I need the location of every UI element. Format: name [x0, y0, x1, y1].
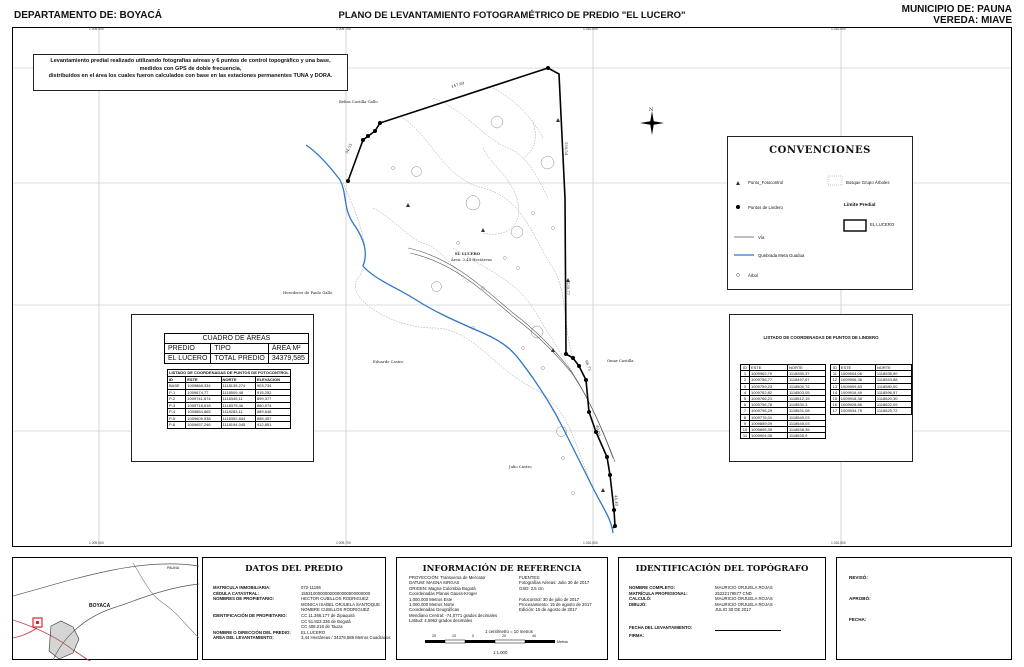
reference-line: PROYECCIÓN: Transversa de Mercator	[409, 575, 486, 580]
table-cell: 1009756,77	[750, 377, 788, 383]
table-cell: 1009605,538	[186, 415, 221, 422]
field-value: MAURICIO ORJUELA ROJAS	[715, 585, 773, 590]
table-cell: 1118194,045	[221, 422, 255, 429]
table-cell: 1118352,844	[221, 415, 255, 422]
table-cell: 2	[741, 377, 750, 383]
field-value: CC 51.823.336 de Bogotá	[301, 618, 351, 624]
table-cell: 10	[741, 426, 750, 432]
field-label: NOMBRE O DIRECCIÓN DEL PREDIO:	[213, 629, 291, 635]
legend-item: Límite Predial	[844, 203, 876, 208]
property-data-panel	[202, 557, 391, 660]
table-header: ESTE	[186, 376, 221, 383]
table-cell: 1009756,78	[750, 402, 788, 408]
table-cell: 1118531,08	[788, 408, 826, 414]
table-cell: 1118500,72	[788, 383, 826, 389]
boundary-points	[343, 66, 620, 528]
legend-item: Puntos de Lindero	[748, 205, 783, 210]
distance-label: 40,00	[595, 424, 602, 437]
table-cell: 1009674,77	[186, 389, 221, 396]
table-cell: 13	[831, 383, 840, 389]
field-value: CC 11.366.177 de Zipaquirá	[301, 613, 355, 618]
table-cell: 3	[741, 383, 750, 389]
property-data-row	[213, 585, 321, 590]
field-label: NOMBRES DE PROPIETARIO:	[213, 596, 275, 602]
x-tick-label: 1.010.000	[583, 27, 598, 31]
table-cell: 1118379,46	[221, 402, 255, 409]
surveyor-title: IDENTIFICACIÓN DEL TOPÓGRAFO	[635, 564, 809, 574]
predio-boundary	[348, 68, 615, 528]
north-label: N	[649, 107, 654, 113]
signature-line	[715, 630, 781, 631]
map-frame	[12, 27, 1012, 547]
table-cell: 899,377	[255, 396, 290, 403]
field-label: NOMBRE COMPLETO:	[629, 585, 675, 590]
reference-line: Coordenadas Geográficas	[409, 607, 460, 613]
table-cell: 1118545,03	[788, 414, 826, 420]
surveyor-row	[629, 591, 752, 596]
north-arrow-icon	[640, 111, 664, 135]
table-cell: P-2	[168, 396, 186, 403]
table-header: ESTE	[750, 365, 788, 371]
table-cell: P-5	[168, 415, 186, 422]
table-cell: 34379,585	[268, 354, 308, 364]
table-cell: 1118512,15	[788, 395, 826, 401]
field-value: 25222179577 CND	[715, 590, 752, 596]
table-cell: 14	[831, 389, 840, 395]
legend-item: Árbol	[748, 273, 759, 278]
field-label: MATRICULA INMOBILIARIA:	[213, 585, 271, 590]
scale-tick: 40	[532, 634, 536, 638]
reference-line: Coordenadas Planas Gauss-Krüger	[409, 591, 478, 597]
surveyor-row	[629, 585, 773, 590]
table-cell: BASE	[168, 383, 186, 390]
table-cell: 1009916,49	[839, 389, 875, 395]
neighbor-label: Omar Castilla	[607, 358, 634, 363]
x-tick-label: 1.009.700	[336, 27, 351, 31]
table-cell: 7	[741, 408, 750, 414]
conventions-title: CONVENCIONES	[769, 145, 871, 156]
reference-line: Fotografías Aéreas: Julio 30 de 2017	[519, 580, 590, 586]
neighbor-label: Herederos de Paulo Gallo	[283, 290, 333, 295]
predio-area-label: Área: 3,44 Hectáreas	[451, 257, 492, 262]
place-label: PAUNA	[167, 566, 180, 570]
table-cell: 1118350,37	[788, 371, 826, 377]
department-label: DEPARTAMENTO DE: BOYACÁ	[14, 10, 162, 21]
table-cell: 1118503,05	[788, 389, 826, 395]
field-value: 15531000000000000000000000000	[301, 590, 371, 596]
distance-label: 44,40	[613, 494, 620, 507]
table-header: ÁREA M²	[268, 344, 308, 354]
table-header: ESTE	[839, 365, 875, 371]
survey-description	[33, 54, 348, 91]
table-cell: P-6	[168, 422, 186, 429]
table-cell: 1118545,03	[788, 420, 826, 426]
table-cell: 8	[741, 414, 750, 420]
approval-panel	[836, 557, 1012, 660]
reference-panel	[396, 557, 608, 660]
location-map	[12, 557, 198, 660]
description-line: distribuidos en el área los cuales fueron calculados con base en las estaciones permanentes TUNA y DORA.	[48, 73, 333, 79]
boundary-table-left	[740, 364, 826, 439]
x-tick-label: 1.010.500	[831, 541, 846, 545]
table-cell: 1118596,57	[875, 389, 911, 395]
field-value: 072-11186	[301, 585, 321, 590]
field-value: MAURICIO ORJUELA ROJAS	[715, 601, 773, 607]
region-label: BOYACA	[89, 603, 111, 609]
table-cell: 11	[831, 371, 840, 377]
property-data-row	[213, 607, 369, 612]
table-cell: 5	[741, 395, 750, 401]
neighbor-label: Julio Castro	[509, 464, 532, 469]
table-row	[168, 422, 291, 429]
legend-item: Bosque Grupo Árboles	[846, 180, 890, 185]
field-label: MATRÍCULA PROFESIONAL:	[629, 590, 688, 596]
property-data-row	[213, 635, 391, 640]
reference-line: Procesamiento: 15 de agosto de 2017	[519, 602, 592, 608]
table-header: NORTE	[221, 376, 255, 383]
reference-line: ORIGEN: Magna Colombia Bogotá	[409, 585, 476, 591]
reference-line: GSD: 2,5 cm	[519, 585, 544, 591]
table-cell: 1009759,23	[750, 383, 788, 389]
municipality-shape	[49, 621, 79, 659]
reference-line: Latitud: 4,5962 grados decimales	[409, 618, 473, 624]
table-cell: 1009657,246	[186, 422, 221, 429]
table-cell: 1009762,82	[750, 389, 788, 395]
legend-item: Punto_Fotocontrol	[748, 180, 784, 185]
table-cell: 1118543,88	[875, 377, 911, 383]
surveyor-row	[629, 625, 715, 630]
table-row	[741, 433, 826, 439]
control-points-table	[167, 369, 291, 429]
table-cell: 9	[741, 420, 750, 426]
table-header: ID	[741, 365, 750, 371]
table-cell: 1009741,674	[186, 396, 221, 403]
table-cell: 885,457	[255, 415, 290, 422]
reference-line: Edición: 15 de agosto de 2017	[519, 607, 578, 613]
table-cell: 1009766,21	[750, 395, 788, 401]
property-data-row	[213, 591, 370, 596]
table-cell: 4	[741, 389, 750, 395]
scale-tick: 0	[472, 634, 474, 638]
table-cell: 1118135,274	[221, 383, 255, 390]
table-cell: 1009909,83	[839, 383, 875, 389]
table-cell: 912,851	[255, 422, 290, 429]
reference-title: INFORMACIÓN DE REFERENCIA	[422, 564, 582, 574]
date-label: FECHA:	[849, 617, 867, 622]
surveyor-panel	[618, 557, 826, 660]
reference-line: FUENTES:	[519, 575, 541, 580]
table-cell: 1009895,39	[750, 426, 788, 432]
table-cell: 6	[741, 402, 750, 408]
field-value: CC 408.218 de Tauza	[301, 624, 343, 630]
table-row	[831, 408, 912, 414]
property-data-row	[213, 630, 325, 635]
field-value: MAURICIO ORJUELA ROJAS	[715, 596, 773, 602]
contour-lines	[343, 88, 593, 488]
table-cell: 1009776,01	[750, 414, 788, 420]
distance-label: 130,77	[566, 281, 572, 296]
field-label: FECHA DEL LEVANTAMIENTO:	[629, 625, 693, 630]
description-line: medidos con GPS de doble frecuencia,	[139, 65, 242, 72]
property-data-row	[213, 619, 351, 624]
table-cell: 17	[831, 408, 840, 414]
x-tick-label: 1.010.000	[583, 541, 598, 545]
table-cell: 1	[741, 371, 750, 377]
reference-line: 1.000.000 Metros Norte	[409, 602, 455, 608]
distance-label: 150,54	[564, 141, 570, 156]
scale-tick: 20	[432, 634, 436, 638]
reviewed-label: REVISÓ:	[849, 575, 868, 580]
table-cell: 903,734	[255, 383, 290, 390]
areas-panel	[131, 314, 314, 462]
table-cell: 1118625,72	[875, 408, 911, 414]
municipality-label: MUNICIPIO DE: PAUNA	[901, 4, 1012, 15]
surveyor-row	[629, 596, 773, 601]
vereda-label: VEREDA: MIAVE	[933, 15, 1012, 26]
property-data-row	[213, 602, 380, 607]
reference-line: DATUM: MAGNA SIRGAS	[409, 580, 460, 586]
table-cell: 1009918,38	[839, 395, 875, 401]
distance-label: 147,69	[450, 80, 465, 89]
reference-line: Fotocontrol: 30 de julio de 2017	[519, 596, 580, 602]
reference-line: 1.000.000 Metros Este	[409, 596, 453, 602]
scale-tick: 10	[452, 634, 456, 638]
table-cell: 1118620,30	[875, 395, 911, 401]
table-header: NORTE	[875, 365, 911, 371]
legend-item: Quebrada Meta Guadua	[758, 253, 805, 258]
scale-units: Metros	[557, 640, 568, 644]
table-header: NORTE	[788, 365, 826, 371]
field-label: FIRMA:	[629, 633, 645, 638]
distance-label: 66,75	[584, 359, 593, 372]
table-cell: TOTAL PREDIO	[211, 354, 268, 364]
table-cell: 1009889,09	[750, 420, 788, 426]
table-cell: 16	[831, 402, 840, 408]
table-cell: 12	[831, 377, 840, 383]
legend-item: EL LUCERO	[870, 222, 895, 227]
table-cell: 880,974	[255, 402, 290, 409]
field-value: HECTOR CUBILLOS RODRIGUEZ	[301, 596, 369, 602]
field-value: 3,44 Hectáreas / 34379,585 Metros Cuadrados	[301, 635, 391, 641]
boundary-table-right	[830, 364, 912, 415]
table-header: ID	[168, 376, 186, 383]
property-data-title: DATOS DEL PREDIO	[245, 564, 343, 574]
table-cell: 1009904,06	[750, 433, 788, 439]
table-cell: EL LUCERO	[165, 354, 211, 364]
table-cell: 1118283,11	[221, 409, 255, 416]
table-cell: 1009904,06	[839, 371, 875, 377]
x-tick-label: 1.009.700	[336, 541, 351, 545]
table-cell: P-3	[168, 402, 186, 409]
table-header: PREDIO	[165, 344, 211, 354]
x-tick-label: 1.009.000	[89, 541, 104, 545]
location-map-canvas	[13, 558, 199, 661]
table-cell: 11	[741, 433, 750, 439]
table-cell: 1118535,9	[788, 433, 826, 439]
property-data-row	[213, 624, 343, 629]
boundary-caption: LISTADO DE COORDENADAS DE PUNTOS DE LINDERO	[763, 335, 879, 340]
table-cell: 915,252	[255, 389, 290, 396]
table-cell: 1009864,865	[186, 409, 221, 416]
field-label: CALCULÓ:	[629, 596, 652, 602]
table-cell: 1118580,00	[875, 383, 911, 389]
field-label: CÉDULA CATASTRAL:	[213, 590, 259, 596]
x-tick-label: 1.010.500	[831, 27, 846, 31]
surveyor-row	[629, 607, 751, 612]
table-header: ELEVACION	[255, 376, 290, 383]
areas-caption: CUADRO DE ÁREAS	[165, 334, 309, 344]
field-value: NOMBRE CUBILLOS RODRIGUEZ	[301, 607, 370, 613]
field-label: DIBUJÓ:	[629, 601, 647, 607]
table-header: ID	[831, 365, 840, 371]
boundary-coords-panel	[729, 314, 913, 462]
table-cell: P-1	[168, 389, 186, 396]
field-label: IDENTIFICACIÓN DE PROPIETARIO:	[213, 613, 287, 618]
table-cell: 1118509,48	[221, 389, 255, 396]
table-cell: 1009934,75	[839, 408, 875, 414]
legend-item: Vía	[758, 235, 765, 240]
scale-tick: 20	[502, 634, 506, 638]
property-data-row	[213, 613, 355, 618]
conventions-legend	[727, 136, 913, 290]
areas-table	[164, 333, 309, 364]
table-cell: 1009868,334	[186, 383, 221, 390]
scale-note: 1 centímetro = 10 metros	[485, 629, 533, 634]
table-cell: P-4	[168, 409, 186, 416]
field-value: MONICA ISABEL ORJUELA SANTOQUE	[301, 601, 381, 607]
neighbor-label: Eduardo Castro	[373, 359, 404, 364]
field-label: ÁREA DEL LEVANTAMIENTO:	[213, 635, 274, 641]
x-tick-label: 1.009.000	[89, 27, 104, 31]
approved-label: APROBÓ:	[849, 596, 871, 601]
surveyor-row	[629, 633, 715, 638]
table-cell: 1118535,90	[875, 371, 911, 377]
table-cell: 15	[831, 395, 840, 401]
table-cell: 1118530,3	[788, 402, 826, 408]
table-cell: 1009906,36	[839, 377, 875, 383]
scale-ratio: 1:1.000	[493, 650, 508, 655]
table-cell: 1009962,79	[750, 371, 788, 377]
description-line: Levantamiento predial realizado utilizando fotografías aéreas y 6 puntos de control topográfico y una base,	[50, 58, 331, 64]
road	[408, 248, 615, 462]
table-cell: 1009795,29	[750, 408, 788, 414]
field-value: JULIO 30 DE 2017	[715, 607, 752, 613]
predio-name-label: EL LUCERO	[455, 251, 481, 256]
table-cell: 1118497,67	[788, 377, 826, 383]
field-value: EL LUCERO	[301, 629, 326, 635]
plan-title: PLANO DE LEVANTAMIENTO FOTOGRAMÉTRICO DE PREDIO "EL LUCERO"	[338, 10, 686, 21]
table-cell: 1118622,09	[875, 402, 911, 408]
control-caption: LISTADO DE COORDENADAS DE PUNTOS DE FOTOCONTROL	[169, 370, 289, 376]
river-line	[306, 142, 613, 533]
surveyor-row	[629, 602, 773, 607]
table-cell: 1009928,86	[839, 402, 875, 408]
table-cell: 1009718,618	[186, 402, 221, 409]
table-header: TIPO	[211, 344, 268, 354]
neighbor-label: Belisa Castilla Gallo	[339, 99, 378, 104]
table-cell: 1118345,11	[221, 396, 255, 403]
table-cell: 889,648	[255, 409, 290, 416]
reference-line: Meridiano Central: -74,0771 grados decimales	[409, 612, 498, 618]
table-cell: 1118538,35	[788, 426, 826, 432]
property-data-row	[213, 596, 369, 601]
distance-label: 34,55	[343, 142, 354, 155]
